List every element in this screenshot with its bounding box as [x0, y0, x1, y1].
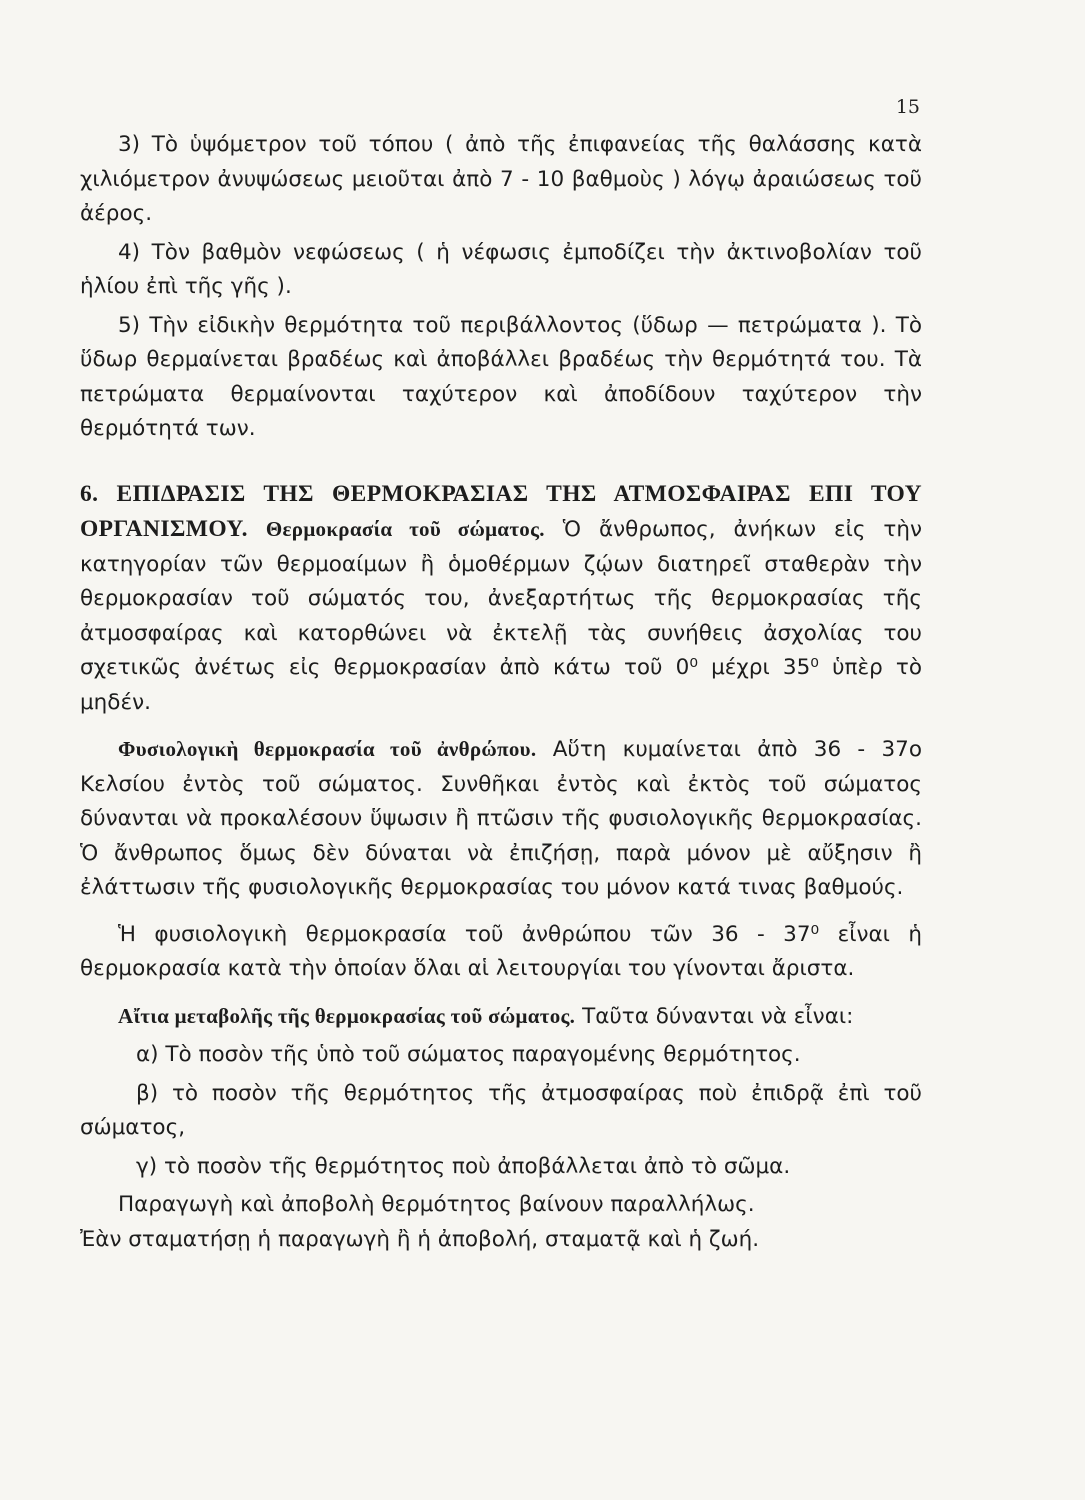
- causes-heading: Αἴτια μεταβολῆς τῆς θερμοκρασίας τοῦ σώματος.: [118, 1003, 576, 1028]
- cause-item-c: γ) τὸ ποσὸν τῆς θερμότητος ποὺ ἀποβάλλεται ἀπὸ τὸ σῶμα.: [136, 1153, 791, 1179]
- causes-text: Ταῦτα δύνανται νὰ εἶναι:: [582, 1003, 854, 1029]
- cause-item-a: α) Τὸ ποσὸν τῆς ὑπὸ τοῦ σώματος παραγομένης θερμότητος.: [136, 1042, 801, 1067]
- body-temperature-subheading: Θερμοκρασία τοῦ σώματος.: [265, 517, 545, 541]
- paragraph-item-3: 3) Τὸ ὑψόμετρον τοῦ τόπου ( ἀπὸ τῆς ἐπιφανείας τῆς θαλάσσης κατὰ χιλιόμετρον ἀνυψώσεως μειοῦται ἀπὸ 7 - 10 βαθμοὺς ) λόγῳ ἀραιώσεως τοῦ ἀέρος.: [80, 132, 922, 226]
- cause-item-b: β) τὸ ποσὸν τῆς θερμότητος τῆς ἀτμοσφαίρας ποὺ ἐπιδρᾷ ἐπὶ τοῦ σώματος,: [80, 1080, 922, 1140]
- section-6-heading: 6. ΕΠΙΔΡΑΣΙΣ ΤΗΣ ΘΕΡΜΟΚΡΑΣΙΑΣ ΤΗΣ ΑΤΜΟΣΦΑΙΡΑΣ ΕΠΙ ΤΟΥ ΟΡΓΑΝΙΣΜΟΥ.: [80, 480, 922, 542]
- physiological-temperature-heading: Φυσιολογικὴ θερμοκρασία τοῦ ἀνθρώπου.: [118, 737, 537, 761]
- paragraph-item-4: 4) Τὸν βαθμὸν νεφώσεως ( ἡ νέφωσις ἐμποδίζει τὴν ἀκτινοβολίαν τοῦ ἡλίου ἐπὶ τῆς γῆς ).: [80, 239, 922, 299]
- physiological-paragraph: [80, 732, 922, 906]
- section-6-text: Ὁ ἄνθρωπος, ἀνήκων εἰς τὴν κατηγορίαν τῶν θερμοαίμων ἢ ὁμοθέρμων ζῴων διατηρεῖ σταθερὰν τὴν θερμοκρασίαν τοῦ σώματός του, ἀνεξαρτήτως τῆς θερμοκρασίας τῆς ἀτμοσφαίρας καὶ κατορθώνει νὰ ἐκτελῇ τὰς συνήθεις ἀσχολίας του σχετικῶς ἀνέτως εἰς θερμοκρασίαν ἀπὸ κάτω τοῦ 0⁰ μέχρι 35⁰ ὑπὲρ τὸ μηδέν.: [80, 517, 923, 715]
- page-number: 15: [895, 96, 920, 118]
- body-text: [80, 128, 922, 1257]
- section-6-paragraph: [80, 477, 922, 721]
- paragraph-item-5: 5) Τὴν εἰδικὴν θερμότητα τοῦ περιβάλλοντος (ὕδωρ — πετρώματα ). Τὸ ὕδωρ θερμαίνεται βραδέως καὶ ἀποβάλλει βραδέως τὴν θερμότητά του. Τὰ πετρώματα θερμαίνονται ταχύτερον καὶ ἀποδίδουν ταχύτερον τὴν θερμότητά των.: [80, 312, 922, 441]
- definition-paragraph: Ἡ φυσιολογικὴ θερμοκρασία τοῦ ἀνθρώπου τῶν 36 - 37⁰ εἶναι ἡ θερμοκρασία κατὰ τὴν ὁποίαν ὅλαι αἱ λειτουργίαι του γίνονται ἄριστα.: [80, 921, 922, 981]
- closing-line-2: Ἐὰν σταματήσῃ ἡ παραγωγὴ ἢ ἡ ἀποβολή, σταματᾷ καὶ ἡ ζωή.: [80, 1226, 760, 1252]
- physiological-text: Αὕτη κυμαίνεται ἀπὸ 36 - 37ο Κελσίου ἐντὸς τοῦ σώματος. Συνθῆκαι ἐντὸς καὶ ἐκτὸς τοῦ σώματος δύνανται νὰ προκαλέσουν ὕψωσιν ἢ πτῶσιν τῆς φυσιολογικῆς θερμοκρασίας. Ὁ ἄνθρωπος ὅμως δὲν δύναται νὰ ἐπιζήσῃ, παρὰ μόνον μὲ αὔξησιν ἢ ἐλάττωσιν τῆς φυσιολογικῆς θερμοκρασίας του μόνον κατά τινας βαθμούς.: [80, 737, 922, 900]
- causes-paragraph: [80, 999, 922, 1035]
- closing-line-1: Παραγωγὴ καὶ ἀποβολὴ θερμότητος βαίνουν παραλλήλως.: [118, 1192, 755, 1217]
